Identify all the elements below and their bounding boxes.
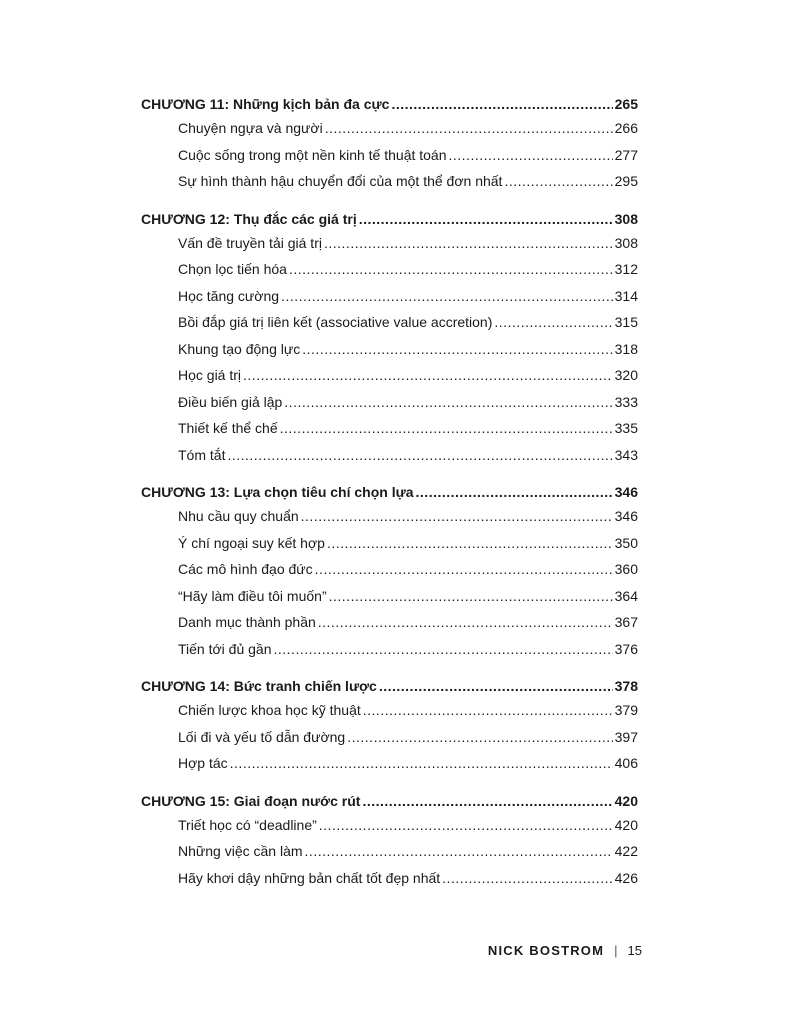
chapter-heading-page: 308: [614, 210, 638, 227]
chapter-heading: [141, 208, 638, 230]
dot-leader: [324, 230, 613, 257]
chapter-heading-page: 378: [614, 678, 638, 694]
chapter-heading-title: CHƯƠNG 15: Giai đoạn nước rút: [141, 792, 361, 809]
section-entry-title: Khung tạo động lực: [178, 340, 301, 357]
section-entry-title: Những việc cần làm: [178, 843, 303, 859]
chapter-block: [141, 208, 638, 469]
section-entry-title: Chọn lọc tiến hóa: [178, 261, 287, 277]
section-entry-title: Cuộc sống trong một nền kinh tế thuật toán: [178, 146, 447, 163]
page-footer: [488, 942, 642, 960]
footer-separator: |: [614, 943, 618, 958]
section-entry-page: 420: [614, 816, 638, 833]
section-entry-page: 308: [614, 234, 638, 251]
section-entry: [141, 142, 638, 169]
section-entry-title: Học tăng cường: [178, 287, 280, 304]
section-entry-page: 422: [614, 843, 638, 859]
dot-leader: [315, 556, 613, 583]
chapter-heading-page: 265: [614, 96, 638, 112]
chapter-heading-page: 420: [614, 792, 638, 809]
chapter-block: [141, 675, 638, 777]
dot-leader: [391, 93, 612, 115]
section-entry-title: Tiến tới đủ gần: [178, 640, 272, 657]
section-entry-page: 367: [614, 614, 638, 630]
dot-leader: [289, 256, 613, 283]
chapter-heading-title: CHƯƠNG 14: Bức tranh chiến lược: [141, 678, 377, 694]
dot-leader: [504, 168, 612, 195]
section-entry-title: Danh mục thành phần: [178, 614, 316, 630]
section-entry: [141, 230, 638, 257]
section-entry: [141, 583, 638, 610]
section-entry-title: Hãy khơi dậy những bản chất tốt đẹp nhất: [178, 869, 441, 886]
dot-leader: [280, 415, 613, 442]
footer-author: NICK BOSTROM: [487, 943, 605, 958]
section-entry-page: 350: [614, 534, 638, 551]
dot-leader: [230, 750, 613, 777]
dot-leader: [329, 583, 613, 610]
section-entry-title: Sự hình thành hậu chuyển đổi của một thể đơn nhất: [178, 173, 503, 189]
section-entry-page: 295: [614, 173, 638, 189]
section-entry: [141, 115, 638, 142]
dot-leader: [416, 481, 613, 503]
section-entry-title: Ý chí ngoại suy kết hợp: [178, 534, 325, 551]
dot-leader: [347, 724, 612, 751]
section-entry-title: Triết học có “deadline”: [178, 816, 317, 833]
chapter-heading: [141, 675, 638, 697]
section-entry-page: 335: [614, 420, 638, 436]
dot-leader: [301, 503, 613, 530]
dot-leader: [302, 336, 612, 363]
section-entry-title: Bồi đắp giá trị liên kết (associative value accretion): [178, 314, 493, 330]
chapter-heading-title: CHƯƠNG 11: Những kịch bản đa cực: [141, 96, 390, 112]
section-entry: [141, 362, 638, 389]
section-entry: [141, 636, 638, 663]
section-entry-title: Học giá trị: [178, 367, 242, 383]
section-entry-page: 318: [614, 340, 638, 357]
section-entry-page: 343: [614, 446, 638, 463]
dot-leader: [305, 838, 613, 865]
section-entry-title: Hợp tác: [178, 755, 228, 771]
chapter-block: [141, 481, 638, 662]
dot-leader: [281, 283, 613, 310]
section-entry-title: “Hãy làm điều tôi muốn”: [178, 587, 327, 604]
dot-leader: [325, 115, 613, 142]
chapter-heading-title: CHƯƠNG 12: Thụ đắc các giá trị: [141, 210, 357, 227]
section-entry: [141, 503, 638, 530]
section-entry-page: 346: [614, 508, 638, 524]
section-entry: [141, 865, 638, 892]
section-entry-page: 277: [614, 146, 638, 163]
section-entry: [141, 389, 638, 416]
section-entry-page: 364: [614, 587, 638, 604]
section-entry: [141, 283, 638, 310]
section-entry: [141, 812, 638, 839]
dot-leader: [319, 812, 613, 839]
section-entry-title: Tóm tắt: [178, 446, 226, 463]
section-entry-page: 376: [614, 640, 638, 657]
section-entry-page: 397: [614, 728, 638, 745]
chapter-block: [141, 790, 638, 892]
dot-leader: [274, 636, 613, 663]
section-entry: [141, 609, 638, 636]
dot-leader: [327, 530, 613, 557]
section-entry: [141, 415, 638, 442]
dot-leader: [318, 609, 613, 636]
section-entry: [141, 256, 638, 283]
section-entry-page: 314: [614, 287, 638, 304]
section-entry-title: Các mô hình đạo đức: [178, 561, 313, 577]
chapter-heading: [141, 481, 638, 503]
table-of-contents: [141, 93, 638, 904]
section-entry: [141, 838, 638, 865]
section-entry-title: Lối đi và yếu tố dẫn đường: [178, 728, 346, 745]
chapter-heading-page: 346: [614, 484, 638, 500]
dot-leader: [227, 442, 612, 469]
section-entry-page: 426: [614, 869, 638, 886]
section-entry: [141, 442, 638, 469]
section-entry-page: 320: [614, 367, 638, 383]
section-entry: [141, 697, 638, 724]
dot-leader: [363, 697, 613, 724]
section-entry: [141, 724, 638, 751]
section-entry: [141, 750, 638, 777]
chapter-block: [141, 93, 638, 195]
section-entry-page: 266: [614, 120, 638, 136]
section-entry: [141, 168, 638, 195]
section-entry: [141, 530, 638, 557]
section-entry-page: 360: [614, 561, 638, 577]
dot-leader: [362, 790, 612, 812]
dot-leader: [359, 208, 613, 230]
section-entry: [141, 556, 638, 583]
dot-leader: [379, 675, 613, 697]
chapter-heading-title: CHƯƠNG 13: Lựa chọn tiêu chí chọn lựa: [141, 484, 414, 500]
section-entry-page: 312: [614, 261, 638, 277]
dot-leader: [243, 362, 613, 389]
section-entry: [141, 309, 638, 336]
section-entry-page: 406: [614, 755, 638, 771]
section-entry-title: Điều biến giả lập: [178, 393, 283, 410]
chapter-heading: [141, 790, 638, 812]
dot-leader: [494, 309, 612, 336]
section-entry-title: Chiến lược khoa học kỹ thuật: [178, 702, 361, 718]
footer-page-number: 15: [627, 943, 642, 958]
dot-leader: [449, 142, 613, 169]
section-entry-page: 333: [614, 393, 638, 410]
dot-leader: [442, 865, 612, 892]
section-entry-title: Vấn đề truyền tải giá trị: [178, 234, 322, 251]
section-entry-title: Nhu cầu quy chuẩn: [178, 508, 299, 524]
section-entry-title: Thiết kế thể chế: [178, 420, 278, 436]
dot-leader: [284, 389, 612, 416]
section-entry-page: 379: [614, 702, 638, 718]
chapter-heading: [141, 93, 638, 115]
section-entry: [141, 336, 638, 363]
section-entry-title: Chuyện ngựa và người: [178, 120, 323, 136]
section-entry-page: 315: [614, 314, 638, 330]
